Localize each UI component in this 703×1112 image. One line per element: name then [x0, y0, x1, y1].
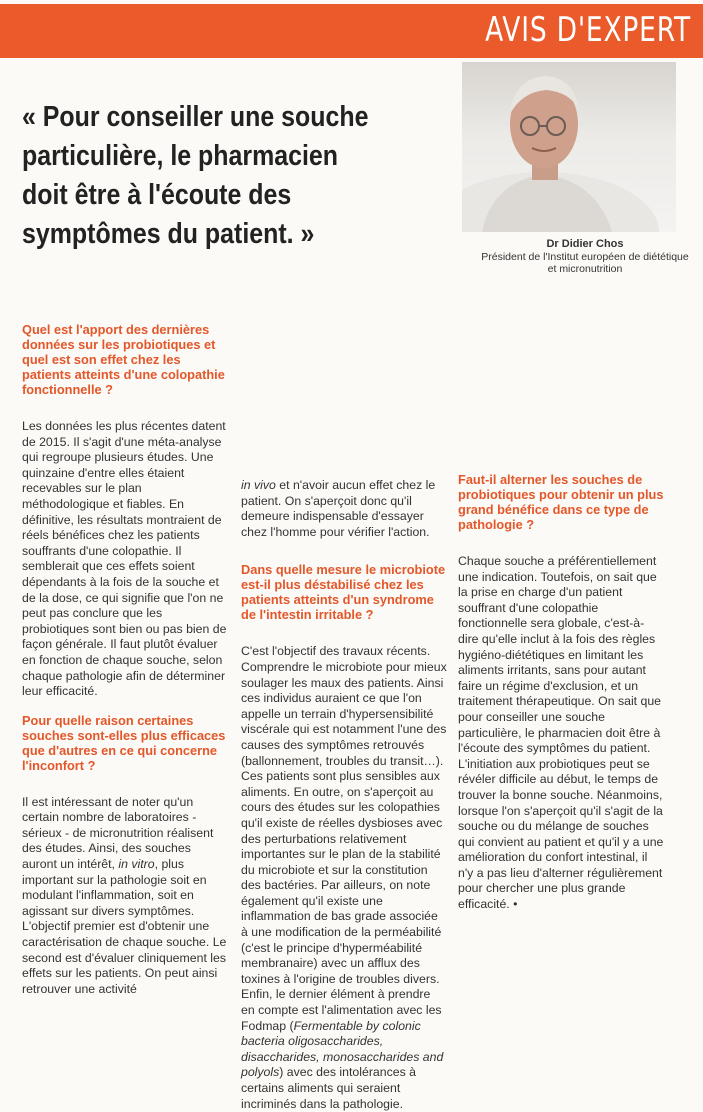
expert-photo — [462, 62, 676, 232]
section-title: AVIS D'EXPERT — [485, 10, 691, 50]
answer-1: Les données les plus récentes datent de 2015. Il s'agit d'une méta-analyse qui regroupe plusieurs études. Une quinzaine d'entre elles étaient recevables sur le plan méthodologique et fiables. En définitive, les résultats montraient de réels bénéfices chez les patients souffrants d'une colopathie. Il semblerait que ces effets soient dépendants à la fois de la souche et de la dose, ce qui signifie que l'on ne peut pas conclure que les probiotiques sont bien ou pas bien de façon générale. Il faut plutôt évaluer en fonction de chaque souche, selon chaque pathologie afin de déterminer leur efficacité. — [22, 419, 227, 699]
question-3: Dans quelle mesure le microbiote est-il plus déstabilisé chez les patients atteints d'un syndrome de l'intestin irritable ? — [241, 562, 446, 623]
pull-quote: « Pour conseiller une souche particulière, le pharmacien doit être à l'écoute des symptômes du patient. » — [22, 101, 369, 250]
expert-caption — [480, 238, 690, 275]
question-1: Quel est l'apport des dernières données sur les probiotiques et quel est son effet chez les patients atteints d'une colopathie fonctionnelle ? — [22, 322, 225, 397]
question-2: Pour quelle raison certaines souches sont-elles plus efficaces que d'autres en ce qui concerne l'inconfort ? — [22, 712, 226, 773]
article-column-2 — [241, 322, 447, 1112]
article-column-1 — [22, 322, 228, 997]
expert-title: Président de l'Institut européen de diététique et micronutrition — [481, 251, 689, 275]
portrait-illustration — [462, 62, 676, 232]
answer-2-start: Il est intéressant de noter qu'un certain nombre de laboratoires - sérieux - de micronutrition réalisent des études. Ainsi, des souches auront un intérêt, in vitro, plus important sur la pathologie soit en modulant l'inflammation, soit en agissant sur divers symptômes. L'objectif premier est d'obtenir une caractérisation de chaque souche. Le second est d'évaluer cliniquement les effets sur les patients. On peut ainsi retrouver une activité — [22, 794, 227, 996]
section-banner — [0, 4, 703, 58]
answer-3: C'est l'objectif des travaux récents. Comprendre le microbiote pour mieux soulager les maux des patients. Ainsi ces individus auraient ce que l'on appelle un terrain d'hypersensibilité viscérale qui est notamment l'une des causes des symptômes retrouvés (ballonnement, troubles du transit…). Ces patients sont plus sensibles aux aliments. En outre, on s'aperçoit au cours des études sur les colopathies qu'il existe de réelles dysbioses avec des perturbations relativement importantes sur le plan de la stabilité du microbiote et sur la constitution des bactéries. Par ailleurs, on note également qu'il existe une inflammation de bas grade associée à une modification de la perméabilité (c'est le principe d'hyperméabilité membranaire) avec un afflux des toxines à l'origine de troubles divers. Enfin, le dernier élément à prendre en compte est l'alimentation avec les Fodmap (Fermentable by colonic bacteria oligosaccharides, disaccharides, monosaccharides and polyols) avec des intolérances à certains aliments qui seraient incriminés dans la pathologie. — [241, 644, 447, 1111]
article-column-3 — [458, 322, 664, 913]
expert-name: Dr Didier Chos — [546, 238, 624, 250]
question-4: Faut-il alterner les souches de probiotiques pour obtenir un plus grand bénéfice dans ce type de pathologie ? — [458, 472, 664, 532]
answer-4: Chaque souche a préférentiellement une indication. Toutefois, on sait que la prise en charge d'un patient souffrant d'une colopathie fonctionnelle sera globale, c'est-à-dire qu'elle inclut à la fois des règles hygiéno-diététiques en limitant les aliments irritants, sans pour autant faire un régime d'exclusion, et un traitement thérapeutique. On sait que pour conseiller une souche particulière, le pharmacien doit être à l'écoute des symptômes du patient. L'initiation aux probiotiques peut se révéler difficile au début, le temps de trouver la bonne souche. Néanmoins, lorsque l'on s'aperçoit qu'il s'agit de la souche ou du mélange de souches qui convient au patient et qu'il y a une amélioration du confort intestinal, il n'y a pas lieu d'alterner régulièrement pour chercher une plus grande efficacité. • — [458, 554, 664, 912]
answer-2-end: in vivo et n'avoir aucun effet chez le patient. On s'aperçoit donc qu'il demeure indispensable d'essayer chez l'homme pour vérifier l'action. — [241, 478, 436, 539]
